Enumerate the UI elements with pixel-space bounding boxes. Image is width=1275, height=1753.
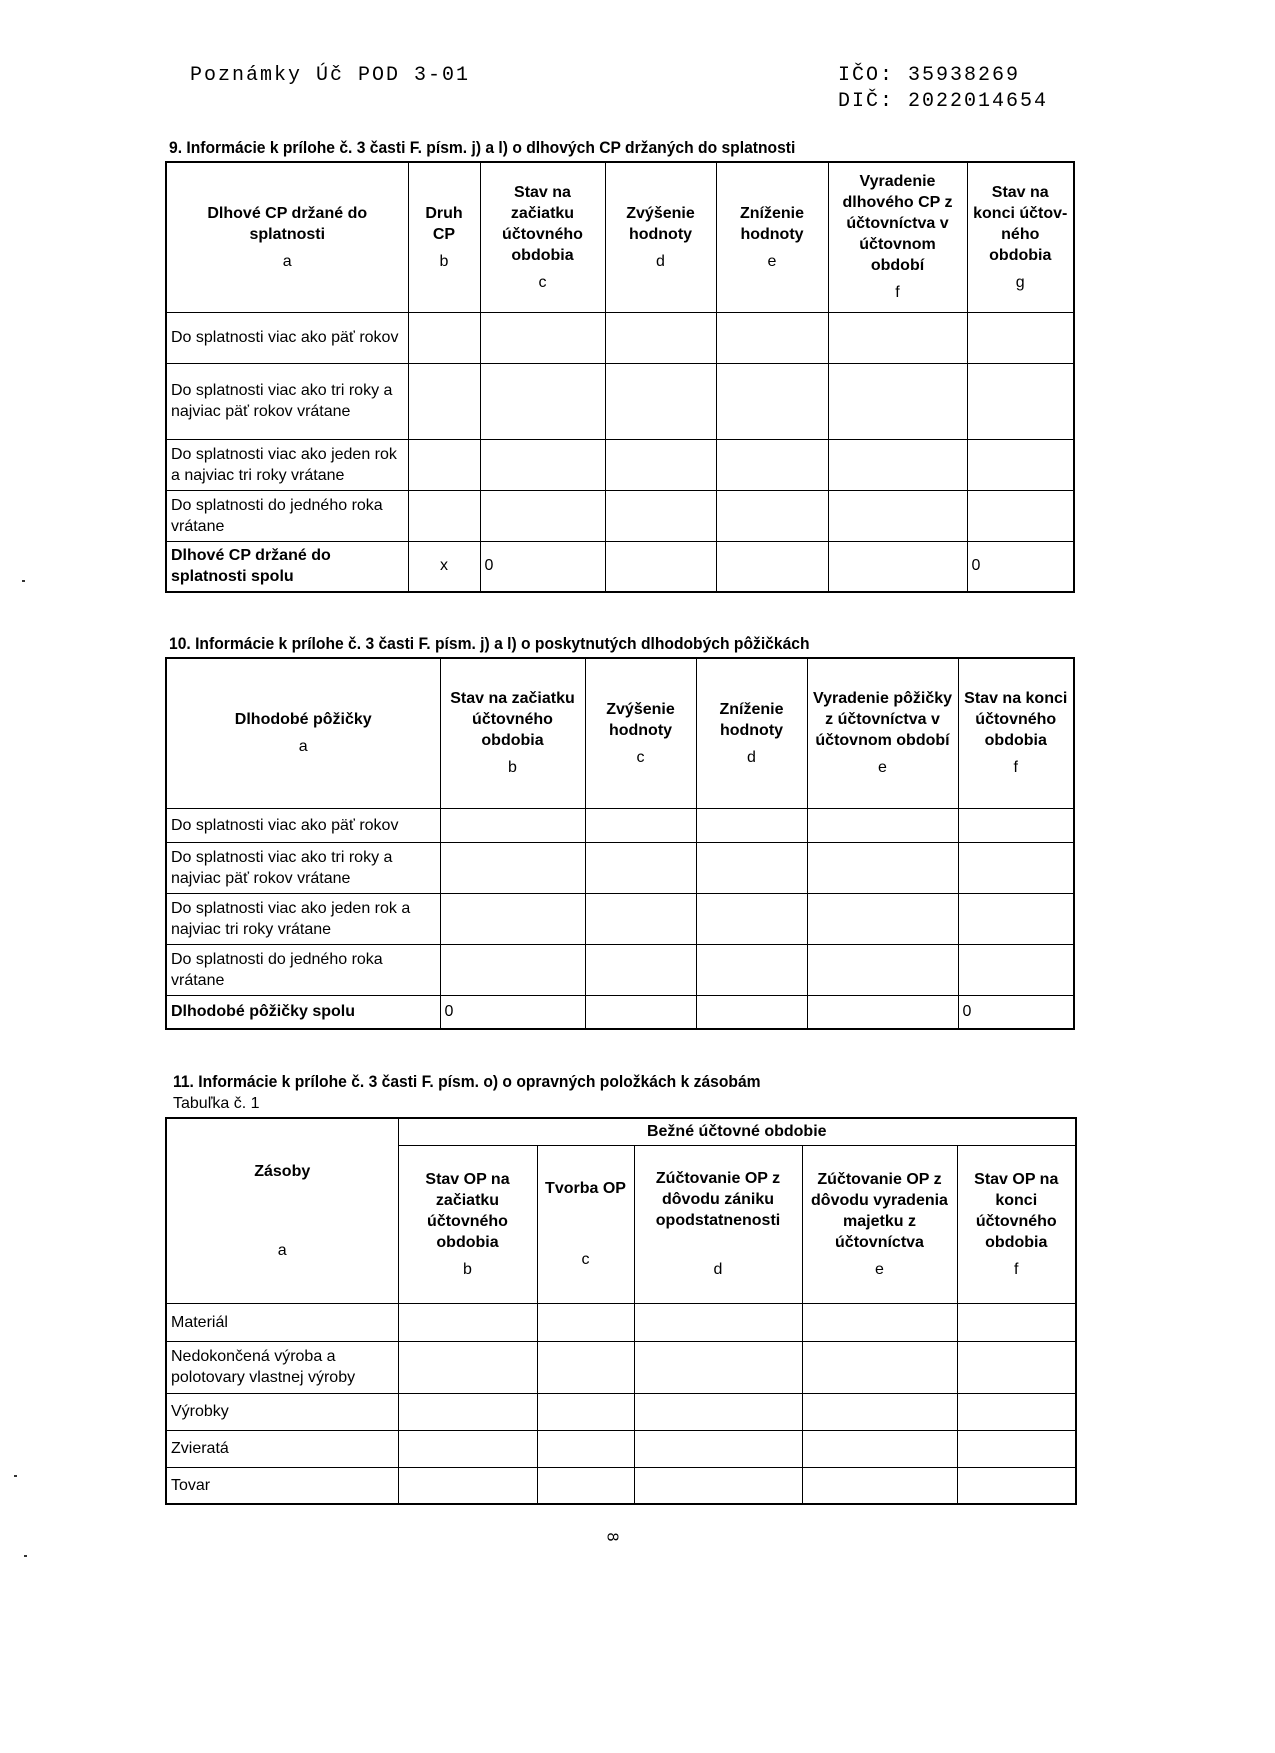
header-cell: Stav na začiatku účtovného obdobia c: [480, 162, 605, 312]
section-10-title: 10. Informácie k prílohe č. 3 časti F. písm. j) a l) o poskytnutých dlhodobých pôžičkách: [169, 634, 810, 653]
table-row-total: [166, 995, 1074, 1029]
cell: [828, 490, 967, 541]
row-label: Tovar: [166, 1467, 398, 1504]
cell: [408, 363, 480, 439]
cell: 0: [480, 541, 605, 592]
cell: [585, 944, 696, 995]
cell: [634, 1467, 802, 1504]
cell: [398, 1467, 537, 1504]
cell: [828, 312, 967, 363]
cell: [605, 363, 716, 439]
row-label: Dlhodobé pôžičky spolu: [166, 995, 440, 1029]
cell: [537, 1393, 634, 1430]
row-label: Nedokončená výroba a polotovary vlastnej výroby: [166, 1341, 398, 1393]
cell: [634, 1393, 802, 1430]
scan-speck: [24, 1555, 27, 1557]
row-label: Materiál: [166, 1303, 398, 1341]
cell: [480, 439, 605, 490]
header-cell: Stav OP na konci účtovného obdobia f: [957, 1145, 1076, 1303]
table-row: [166, 1303, 1076, 1341]
header-cell: Stav na konci účtovného obdobia f: [958, 658, 1074, 808]
cell: [716, 439, 828, 490]
cell: [958, 842, 1074, 893]
header-cell: Stav na konci účtov-ného obdobia g: [967, 162, 1074, 312]
cell: [957, 1393, 1076, 1430]
table-group-header-row: [166, 1118, 1076, 1145]
row-label: Do splatnosti viac ako tri roky a najviac päť rokov vrátane: [166, 363, 408, 439]
cell: [828, 541, 967, 592]
cell: [807, 995, 958, 1029]
row-label: Do splatnosti viac ako jeden rok a najviac tri roky vrátane: [166, 893, 440, 944]
cell: [585, 808, 696, 842]
header-cell: Dlhové CP držané do splatnosti a: [166, 162, 408, 312]
cell: [634, 1303, 802, 1341]
cell: 0: [440, 995, 585, 1029]
table-row: [166, 363, 1074, 439]
table-row: [166, 1393, 1076, 1430]
cell: [696, 893, 807, 944]
header-cell: Vyradenie dlhového CP z účtovníctva v účtovnom období f: [828, 162, 967, 312]
cell: [696, 995, 807, 1029]
header-cell: Zníženie hodnoty d: [696, 658, 807, 808]
cell: [696, 842, 807, 893]
row-label: Výrobky: [166, 1393, 398, 1430]
cell: [957, 1341, 1076, 1393]
scan-speck: [22, 580, 25, 582]
cell: [398, 1303, 537, 1341]
cell: 0: [967, 541, 1074, 592]
cell: [958, 944, 1074, 995]
cell: [802, 1341, 957, 1393]
row-label: Do splatnosti viac ako tri roky a najviac päť rokov vrátane: [166, 842, 440, 893]
cell: [716, 490, 828, 541]
table-row: [166, 1430, 1076, 1467]
table-long-term-loans: [165, 657, 1075, 1030]
table-row: [166, 439, 1074, 490]
cell: [957, 1430, 1076, 1467]
cell: [807, 944, 958, 995]
ico-number: IČO: 35938269: [838, 64, 1021, 87]
section-9-title: 9. Informácie k prílohe č. 3 časti F. písm. j) a l) o dlhových CP držaných do splatnosti: [169, 138, 796, 157]
cell: [802, 1467, 957, 1504]
cell: x: [408, 541, 480, 592]
cell: [480, 312, 605, 363]
table-row: [166, 1467, 1076, 1504]
header-cell: Stav OP na začiatku účtovného obdobia b: [398, 1145, 537, 1303]
table-row: [166, 1341, 1076, 1393]
cell: [605, 541, 716, 592]
cell: [585, 893, 696, 944]
table-row: [166, 842, 1074, 893]
cell: [537, 1341, 634, 1393]
cell: [537, 1430, 634, 1467]
header-cell: Vyradenie pôžičky z účtovníctva v účtovnom období e: [807, 658, 958, 808]
cell: [967, 439, 1074, 490]
cell: [440, 842, 585, 893]
cell: [605, 490, 716, 541]
header-cell: Tvorba OP c: [537, 1145, 634, 1303]
header-cell: Zúčtovanie OP z dôvodu zániku opodstatnenosti d: [634, 1145, 802, 1303]
cell: [957, 1467, 1076, 1504]
table-row-total: [166, 541, 1074, 592]
row-label: Zvieratá: [166, 1430, 398, 1467]
cell: [716, 312, 828, 363]
cell: [398, 1393, 537, 1430]
cell: [802, 1393, 957, 1430]
table-row: [166, 312, 1074, 363]
cell: 0: [958, 995, 1074, 1029]
header-cell: Dlhodobé pôžičky a: [166, 658, 440, 808]
table-header-row: [166, 162, 1074, 312]
cell: [440, 808, 585, 842]
cell: [398, 1430, 537, 1467]
page-number: 8: [603, 1532, 621, 1542]
table-row: [166, 490, 1074, 541]
header-cell: Zúčtovanie OP z dôvodu vyradenia majetku z účtovníctva e: [802, 1145, 957, 1303]
cell: [398, 1341, 537, 1393]
cell: [605, 439, 716, 490]
cell: [828, 439, 967, 490]
cell: [480, 490, 605, 541]
header-cell: Zníženie hodnoty e: [716, 162, 828, 312]
cell: [537, 1467, 634, 1504]
header-cell: Zvýšenie hodnoty d: [605, 162, 716, 312]
row-label: Do splatnosti viac ako jeden rok a najviac tri roky vrátane: [166, 439, 408, 490]
cell: [807, 842, 958, 893]
row-label: Dlhové CP držané do splatnosti spolu: [166, 541, 408, 592]
cell: [716, 363, 828, 439]
cell: [408, 312, 480, 363]
cell: [634, 1341, 802, 1393]
group-header-cell: Bežné účtovné obdobie: [398, 1118, 1076, 1145]
table-number-label: Tabuľka č. 1: [173, 1095, 260, 1112]
cell: [802, 1430, 957, 1467]
cell: [802, 1303, 957, 1341]
row-label: Do splatnosti do jedného roka vrátane: [166, 944, 440, 995]
cell: [967, 490, 1074, 541]
cell: [634, 1430, 802, 1467]
header-cell: Zvýšenie hodnoty c: [585, 658, 696, 808]
row-label: Do splatnosti viac ako päť rokov: [166, 808, 440, 842]
cell: [957, 1303, 1076, 1341]
cell: [696, 808, 807, 842]
cell: [408, 439, 480, 490]
cell: [585, 995, 696, 1029]
table-row: [166, 944, 1074, 995]
cell: [480, 363, 605, 439]
table-row: [166, 808, 1074, 842]
cell: [828, 363, 967, 439]
cell: [585, 842, 696, 893]
document-header-left: Poznámky Úč POD 3-01: [190, 64, 471, 87]
cell: [967, 312, 1074, 363]
cell: [408, 490, 480, 541]
cell: [967, 363, 1074, 439]
table-header-row: [166, 658, 1074, 808]
cell: [716, 541, 828, 592]
cell: [440, 893, 585, 944]
cell: [958, 808, 1074, 842]
dic-number: DIČ: 2022014654: [838, 90, 1049, 113]
cell: [605, 312, 716, 363]
table-inventory-allowances: [165, 1117, 1077, 1505]
cell: [807, 893, 958, 944]
header-cell: Druh CP b: [408, 162, 480, 312]
cell: [696, 944, 807, 995]
table-row: [166, 893, 1074, 944]
cell: [807, 808, 958, 842]
row-label: Do splatnosti viac ako päť rokov: [166, 312, 408, 363]
section-11-title: 11. Informácie k prílohe č. 3 časti F. písm. o) o opravných položkách k zásobám: [173, 1072, 761, 1091]
header-cell: Zásoby a: [166, 1118, 398, 1303]
cell: [958, 893, 1074, 944]
header-cell: Stav na začiatku účtovného obdobia b: [440, 658, 585, 808]
row-label: Do splatnosti do jedného roka vrátane: [166, 490, 408, 541]
cell: [537, 1303, 634, 1341]
table-debt-securities: [165, 161, 1075, 593]
scan-speck: [14, 1475, 17, 1477]
cell: [440, 944, 585, 995]
